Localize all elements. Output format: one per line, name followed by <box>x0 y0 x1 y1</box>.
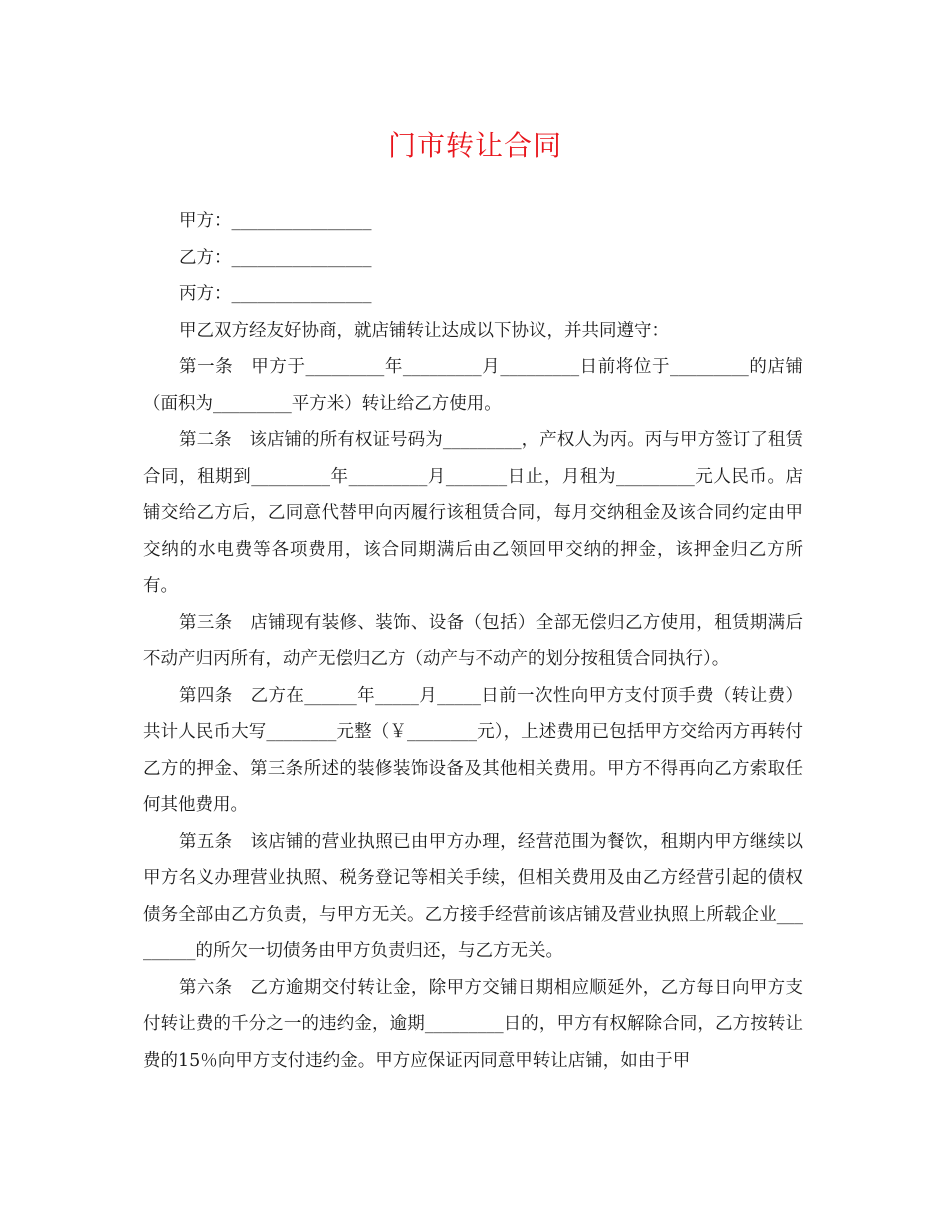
article-6: 第六条 乙方逾期交付转让金，除甲方交铺日期相应顺延外，乙方每日向甲方支付转让费的千分之一的违约金，逾期_________日的，甲方有权解除合同，乙方按转让费的15％向甲方支付违约金。甲方应保证丙同意甲转让店铺，如由于甲 <box>143 977 803 1071</box>
document-title: 门市转让合同 <box>387 129 562 162</box>
article-3: 第三条 店铺现有装修、装饰、设备（包括）全部无偿归乙方使用，租赁期满后不动产归丙所有，动产无偿归乙方（动产与不动产的划分按租赁合同执行）。 <box>143 612 803 669</box>
article-5: 第五条 该店铺的营业执照已由甲方办理，经营范围为餐饮，租期内甲方继续以甲方名义办理营业执照、税务登记等相关手续，但相关费用及由乙方经营引起的债权债务全部由乙方负责，与甲方无关。乙方接手经营前该店铺及营业执照上所载企业_________的所欠一切债务由甲方负责归还，与乙方无关。 <box>143 831 803 961</box>
party-line-a: 甲方：________________ <box>179 211 372 231</box>
party-line-b: 乙方：________________ <box>179 247 372 268</box>
article-2: 第二条 该店铺的所有权证号码为_________，产权人为丙。丙与甲方签订了租赁合同，租期到_________年_________月_______日止，月租为_________元人民币。店铺交给乙方后，乙同意代替甲向丙履行该租赁合同，每月交纳租金及该合同约定由甲交纳的水电费等各项费用，该合同期满后由乙领回甲交纳的押金，该押金归乙方所有。 <box>143 430 803 596</box>
party-line-c: 丙方：________________ <box>179 284 372 304</box>
article-1: 第一条 甲方于_________年_________月_________日前将位于_________的店铺（面积为_________平方米）转让给乙方使用。 <box>143 357 803 414</box>
document-body <box>143 203 803 1079</box>
intro-paragraph: 甲乙双方经友好协商，就店铺转让达成以下协议，并共同遵守： <box>179 320 669 341</box>
article-4: 第四条 乙方在______年_____月_____日前一次性向甲方支付顶手费（转让费）共计人民币大写________元整（￥________元），上述费用已包括甲方交给丙方再转付乙方的押金、第三条所述的装修装饰设备及其他相关费用。甲方不得再向乙方索取任何其他费用。 <box>143 685 803 815</box>
